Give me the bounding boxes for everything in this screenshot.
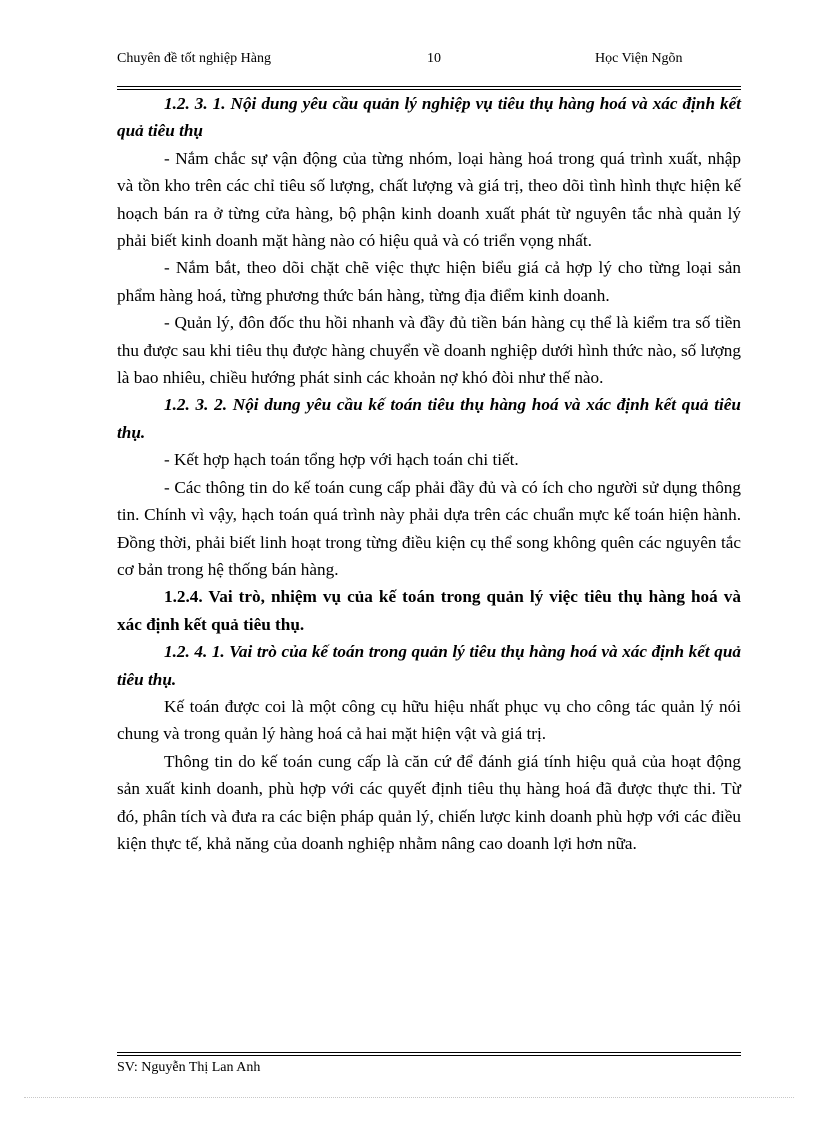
paragraph: - Quản lý, đôn đốc thu hồi nhanh và đầy đủ tiền bán hàng cụ thể là kiểm tra số tiền thu được sau khi tiêu thụ được hàng chuyển về doanh nghiệp dưới hình thức nào, số lượng là bao nhiêu, chiều hướng phát sinh các khoản nợ khó đòi như thế nào. xyxy=(117,313,741,388)
page-footer xyxy=(117,1059,741,1077)
section-heading-1-2-4: 1.2.4. Vai trò, nhiệm vụ của kế toán trong quản lý việc tiêu thụ hàng hoá và xác định kết quả tiêu thụ. xyxy=(117,587,741,634)
footer-divider xyxy=(117,1052,741,1056)
header-institution: Học Viện Ngõn xyxy=(595,51,683,66)
section-heading-1-2-4-1: 1.2. 4. 1. Vai trò của kế toán trong quản lý tiêu thụ hàng hoá và xác định kết quả tiêu thụ. xyxy=(117,642,741,689)
paragraph: - Nắm bắt, theo dõi chặt chẽ việc thực hiện biểu giá cả hợp lý cho từng loại sản phẩm hàng hoá, từng phương thức bán hàng, từng địa điểm kinh doanh. xyxy=(117,258,741,305)
section-heading-1-2-3-2: 1.2. 3. 2. Nội dung yêu cầu kế toán tiêu thụ hàng hoá và xác định kết quả tiêu thụ. xyxy=(117,395,741,442)
page-header xyxy=(117,50,741,86)
paragraph: - Các thông tin do kế toán cung cấp phải đầy đủ và có ích cho người sử dụng thông tin. Chính vì vậy, hạch toán quá trình này phải dựa trên các chuẩn mực kế toán hiện hành. Đồng thời, phải biết linh hoạt trong từng điều kiện cụ thể song không quên các nguyên tắc cơ bản trong hệ thống bán hàng. xyxy=(117,477,741,579)
header-document-type: Chuyên đề tốt nghiệp Hàng xyxy=(117,51,271,66)
section-heading-1-2-3-1: 1.2. 3. 1. Nội dung yêu cầu quản lý nghiệp vụ tiêu thụ hàng hoá và xác định kết quả tiêu thụ xyxy=(117,94,741,141)
paragraph: - Nắm chắc sự vận động của từng nhóm, loại hàng hoá trong quá trình xuất, nhập và tồn kho trên các chỉ tiêu số lượng, chất lượng và giá trị, theo dõi tình hình thực hiện kế hoạch bán ra ở từng cửa hàng, bộ phận kinh doanh xuất phát từ nguyên tắc nhà quản lý phải biết kinh doanh mặt hàng nào có hiệu quả và có triển vọng nhất. xyxy=(117,148,741,251)
header-page-number: 10 xyxy=(427,51,441,66)
paragraph: Thông tin do kế toán cung cấp là căn cứ để đánh giá tính hiệu quả của hoạt động sản xuất kinh doanh, phù hợp với các quyết định tiêu thụ hàng hoá đã được thực thi. Từ đó, phân tích và đưa ra các biện pháp quản lý, chiến lược kinh doanh phù hợp với các điều kiện thực tế, khả năng của doanh nghiệp nhằm nâng cao doanh lợi hơn nữa. xyxy=(117,751,741,853)
paragraph: - Kết hợp hạch toán tổng hợp với hạch toán chi tiết. xyxy=(164,450,519,470)
document-body xyxy=(117,90,741,857)
page-boundary-line xyxy=(24,1097,794,1098)
footer-student-name: SV: Nguyễn Thị Lan Anh xyxy=(117,1060,261,1075)
paragraph: Kế toán được coi là một công cụ hữu hiệu nhất phục vụ cho công tác quản lý nói chung và trong quản lý hàng hoá cả hai mặt hiện vật và giá trị. xyxy=(117,696,741,744)
